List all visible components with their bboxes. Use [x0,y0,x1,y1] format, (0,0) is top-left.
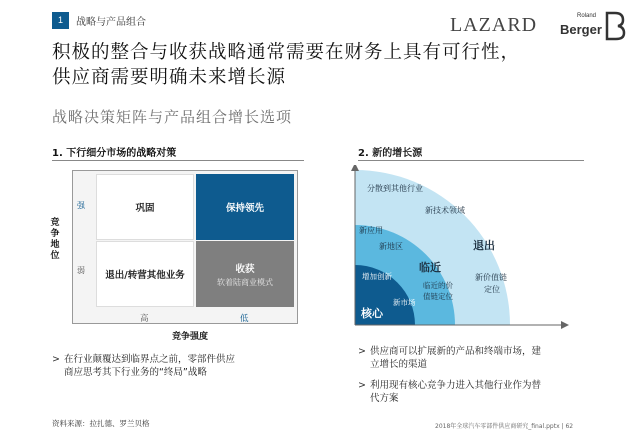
title-line-1: 积极的整合与收获战略通常需要在财务上具有可行性， [52,42,521,63]
bullet-line: 商应思考其下行业务的“终局”战略 [64,367,207,378]
label-adj-value-chain-2: 值链定位 [423,292,453,301]
label-new-tech: 新技术领域 [425,206,465,215]
page-subtitle: 战略决策矩阵与产品组合增长选项 [52,108,293,126]
label-adjacent: 临近 [419,261,441,274]
x-axis-title: 竞争强度 [172,332,209,342]
label-exit: 退出 [473,239,495,252]
y-axis-arrow-icon [351,165,359,171]
bullet-arrow-icon: > [52,354,60,365]
footer-file-note [435,421,573,430]
label-new-region: 新地区 [379,242,403,251]
label-adj-value-chain-1: 临近的价 [423,281,453,290]
page-title [52,40,632,90]
label-core: 核心 [361,307,383,320]
bullet-line: 供应商可以扩展新的产品和终端市场，建 [370,346,542,357]
cell-label: 保持领先 [225,203,264,214]
matrix-cell-consolidate [96,174,194,240]
bullet-line: 在行业颠覆达到临界点之前，零部件供应 [64,354,236,365]
matrix-cell-stay-ahead [196,174,294,240]
bullet-line: 代方案 [370,393,399,404]
y-axis-strong-label: 强 [77,201,85,210]
x-axis-arrow-icon [561,321,569,329]
cell-label: 收获 [235,263,255,275]
bullet-line: 利用现有核心竞争力进入其他行业作为替 [370,380,542,391]
label-new-market: 新市场 [393,298,416,307]
y-axis-title: 竞争地位 [50,218,60,261]
bullet-arrow-icon: > [358,346,366,357]
label-new-value-chain: 新价值链 [475,273,507,282]
label-add-innovation: 增加创新 [362,272,392,281]
footer-separator: | [561,423,566,430]
page-number: 62 [565,423,574,430]
matrix-cell-harvest [196,241,294,307]
bullet-arrow-icon: > [358,380,366,391]
cell-label: 退出/转营其他业务 [105,270,185,281]
left-panel-heading: 1. 下行细分市场的战略对策 [52,148,177,159]
matrix-cell-exit [96,241,194,307]
cell-label: 巩固 [135,203,155,214]
footer-file-name: 2018年全球汽车零部件供应商研究_final.pptx [435,423,560,430]
right-panel-divider [358,160,584,161]
section-label: 战略与产品组合 [76,17,146,28]
bullet-line: 立增长的渠道 [370,359,428,370]
label-new-app: 新应用 [359,226,383,235]
roland-berger-logo-icon [604,11,626,41]
left-panel-divider [52,160,304,161]
left-bullet [52,353,302,379]
x-axis-low-label: 低 [240,314,249,324]
growth-sources-diagram [345,165,585,335]
label-positioning: 定位 [484,285,500,294]
x-axis-high-label: 高 [140,314,149,324]
cell-sublabel: 软着陆商业模式 [217,277,273,287]
roland-logo-text: Roland [577,13,597,19]
lazard-logo: LAZARD [450,14,538,36]
right-bullet-1 [358,345,598,371]
label-diversify: 分散到其他行业 [367,184,423,193]
right-panel-heading: 2. 新的增长源 [358,148,423,159]
title-line-2: 供应商需要明确未来增长源 [52,67,287,88]
berger-logo-text: Berger [560,22,602,37]
right-bullet-2 [358,379,598,405]
section-number-badge: 1 [52,12,69,29]
source-note: 资料来源：拉扎德、罗兰贝格 [52,419,150,428]
y-axis-weak-label: 弱 [77,266,85,275]
